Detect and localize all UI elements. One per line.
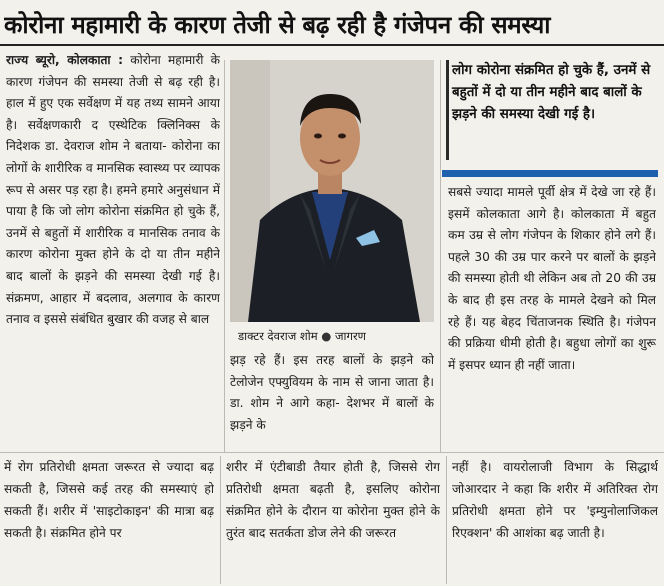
- portrait-illustration: [230, 60, 434, 322]
- article-column-3: सबसे ज्यादा मामले पूर्वी क्षेत्र में देखे जा रहे हैं। इसमें कोलकाता आगे है। कोलकाता में बहुत कम उम्र से लोग गंजेपन के शिकार होने लगे हैं। पहले 30 की उम्र पार करने पर बालों के झड़ने की समस्या होती थी लेकिन अब तो 20 की उम्र के बाद ही इस तरह के मामले देखने को मिल रहे हैं। यह बेहद चिंताजनक स्थिति है। गंजेपन की प्रक्रिया धीमी होती है। बहुधा लोगों का शुरू में इसपर ध्यान ही नहीं जाता।: [448, 185, 656, 372]
- photo-caption: [238, 326, 434, 346]
- accent-bar: [442, 170, 658, 177]
- headline: कोरोना महामारी के कारण तेजी से बढ़ रही है गंजेपन की समस्या: [4, 11, 551, 39]
- caption-separator-icon: ●: [321, 329, 332, 343]
- bottom-column-1: में रोग प्रतिरोधी क्षमता जरूरत से ज्यादा बढ़ सकती है, जिससे कई तरह की समस्याएं हो सकती हैं। शरीर में 'साइटोकाइन' की मात्रा बढ़ सकती है। संक्रमित होने पर: [4, 460, 214, 540]
- column-divider: [220, 456, 221, 584]
- bottom-column-2: शरीर में एंटीबाडी तैयार होती है, जिससे रोग प्रतिरोधी क्षमता बढ़ती है, इसलिए कोरोना संक्रमित होने के दौरान या कोरोना मुक्त होने के तुरंत बाद सतर्कता डोज लेने की जरूरत: [226, 460, 440, 540]
- pullquote: लोग कोरोना संक्रमित हो चुके हैं, उनमें से बहुतों में दो या तीन महीने बाद बालों के झड़ने की समस्या देखी गई है।: [452, 63, 651, 122]
- article-column-2: झड़ रहे हैं। इस तरह बालों के झड़ने को टेलोजेन एफ्युवियम के नाम से जाना जाता है। डा. शोम ने आगे कहा- देशभर में बालों के झड़ने के: [230, 353, 434, 432]
- bottom-column-3: नहीं है। वायरोलाजी विभाग के सिद्धार्थ जोआरदार ने कहा कि शरीर में अतिरिक्त रोग प्रतिरोधी क्षमता होने पर 'इम्युनोलाजिकल रिएक्शन' की आशंका बढ़ जाती है।: [452, 460, 658, 540]
- portrait-photo: [230, 60, 434, 322]
- article-column-1: [6, 50, 220, 450]
- column-divider: [446, 456, 447, 584]
- section-divider: [0, 452, 664, 453]
- byline: राज्य ब्यूरो, कोलकाता :: [6, 53, 124, 67]
- pullquote-bar: [446, 60, 449, 160]
- column-divider: [224, 60, 225, 452]
- column-divider: [440, 60, 441, 452]
- caption-source: जागरण: [334, 329, 366, 343]
- article-lead-text: कोरोना महामारी के कारण गंजेपन की समस्या तेजी से बढ़ रही है। हाल में हुए एक सर्वेक्षण में यह तथ्य सामने आया है। सर्वेक्षणकारी द एस्थेटिक क्लिनिक्स के निदेशक डा. देवराज शोम ने बताया- कोरोना का लोगों के शारीरिक व मानसिक स्वास्थ्य पर व्यापक रूप से असर पड़ रहा है। हमने हमारे अनुसंधान में पाया है कि जो लोग कोरोना संक्रमित हो चुके हैं, उनमें से बहुतों में शारीरिक व मानसिक तनाव के कारण कोरोना मुक्त होने के दो या तीन महीने बाद बालों के झड़ने की समस्या देखी गई है। संक्रमण, आहार में बदलाव, अलगाव के कारण तनाव व इससे संबंधित बुखार की वजह से बाल: [6, 53, 220, 327]
- caption-name: डाक्टर देवराज शोम: [238, 329, 318, 343]
- headline-rule: [0, 44, 664, 46]
